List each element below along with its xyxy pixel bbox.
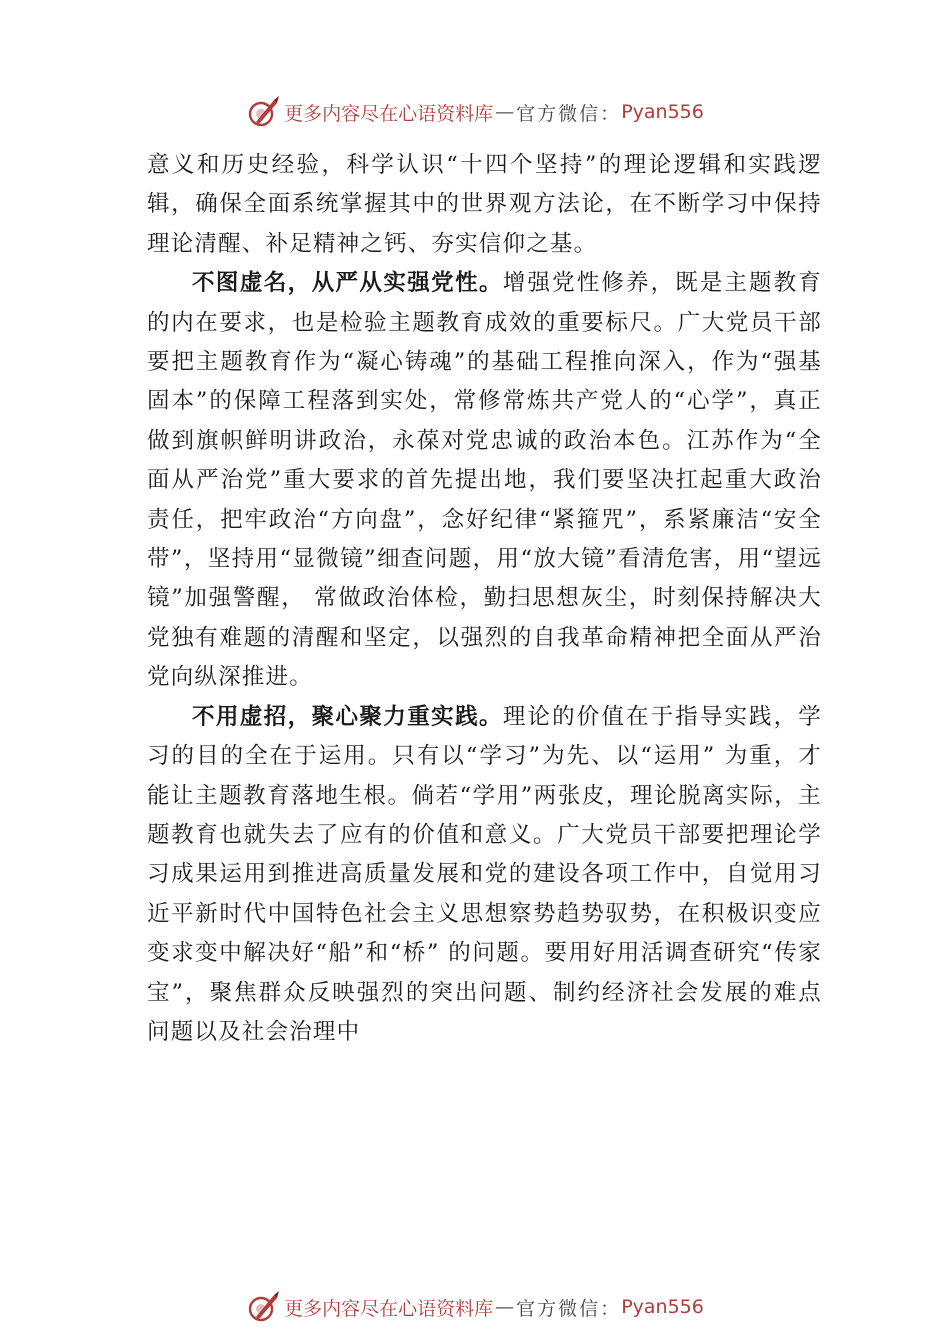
watermark-wechat-label: 官方微信：: [516, 102, 622, 125]
document-body: [147, 146, 822, 1052]
quill-logo-icon: [246, 1290, 280, 1324]
watermark-prefix: 更多内容尽在心语资料库: [284, 102, 494, 125]
watermark-wechat-id: Pyan556: [621, 1296, 704, 1318]
quill-logo-icon: [246, 95, 280, 129]
watermark-wechat-label: 官方微信：: [516, 1297, 622, 1320]
watermark-prefix: 更多内容尽在心语资料库: [284, 1297, 494, 1320]
paragraph-party-spirit: [147, 264, 822, 697]
paragraph-body: 增强党性修养，既是主题教育的内在要求，也是检验主题教育成效的重要标尺。广大党员干部要把主题教育作为“凝心铸魂”的基础工程推向深入，作为“强基固本”的保障工程落到实处，常修常炼共产党人的“心学”，真正做到旗帜鲜明讲政治，永葆对党忠诚的政治本色。江苏作为“全面从严治党”重大要求的首先提出地，我们要坚决扛起重大政治责任，把牢政治“方向盘”，念好纪律“紧箍咒”，系紧廉洁“安全带”，坚持用“显微镜”细查问题，用“放大镜”看清危害，用“望远镜”加强警醒， 常做政治体检，勤扫思想灰尘，时刻保持解决大党独有难题的清醒和坚定，以强烈的自我革命精神把全面从严治党向纵深推进。: [147, 270, 822, 691]
watermark-dash: —: [495, 1296, 515, 1318]
paragraph-continuation: [147, 146, 822, 264]
paragraph-lead: 不用虚招，聚心聚力重实践。: [192, 703, 503, 730]
paragraph-body: 理论的价值在于指导实践，学习的目的全在于运用。只有以“学习”为先、以“运用” 为重，才能让主题教育落地生根。倘若“学用”两张皮，理论脱离实际，主题教育也就失去了应有的价值和意义。广大党员干部要把理论学习成果运用到推进高质量发展和党的建设各项工作中，自觉用习近平新时代中国特色社会主义思想察势趋势驭势，在积极识变应变求变中解决好“船”和“桥” 的问题。要用好用活调查研究“传家宝”，聚焦群众反映强烈的突出问题、制约经济社会发展的难点问题以及社会治理中: [147, 703, 822, 1045]
paragraph-practice: [147, 698, 822, 1053]
footer-watermark: [0, 1290, 950, 1324]
paragraph-body: 意义和历史经验，科学认识“十四个坚持”的理论逻辑和实践逻辑，确保全面系统掌握其中的世界观方法论，在不断学习中保持理论清醒、补足精神之钙、夯实信仰之基。: [147, 152, 822, 257]
paragraph-lead: 不图虚名，从严从实强党性。: [192, 270, 503, 297]
header-watermark: [0, 95, 950, 129]
watermark-dash: —: [495, 101, 515, 123]
watermark-wechat-id: Pyan556: [621, 101, 704, 123]
